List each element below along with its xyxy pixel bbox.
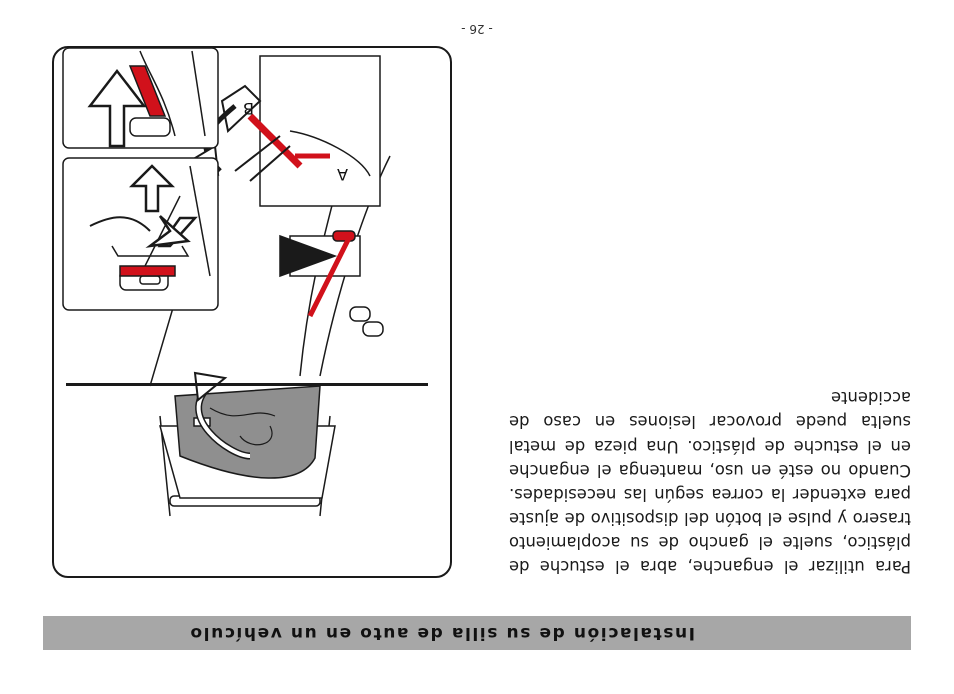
case-open-illustration <box>160 373 335 516</box>
strap-adjust-illustration <box>63 158 218 310</box>
illustration <box>52 46 450 576</box>
page-number: - 26 - <box>461 22 493 36</box>
callout-b: B <box>243 99 254 118</box>
strap-pull-illustration <box>63 48 218 148</box>
instruction-paragraph: Para utilizar el enganche, abra el estuche de plástico, suelte el gancho de su acoplamiento trasero y pulse el botón del dispositivo de ajuste para extender la correa según las necesidades. Cuando no esté en uso, mantenga el enganche en el estuche de plástico. Una pieza de metal suelta puede provocar lesiones en caso de accidente <box>509 388 911 576</box>
callout-a: A <box>337 165 348 184</box>
illustration-frame <box>52 46 452 578</box>
red-strap-short <box>120 266 175 276</box>
section-title: Instalación de su silla de auto en un vehículo <box>188 623 695 643</box>
section-header-bar <box>43 616 911 650</box>
figure-divider <box>66 383 428 386</box>
